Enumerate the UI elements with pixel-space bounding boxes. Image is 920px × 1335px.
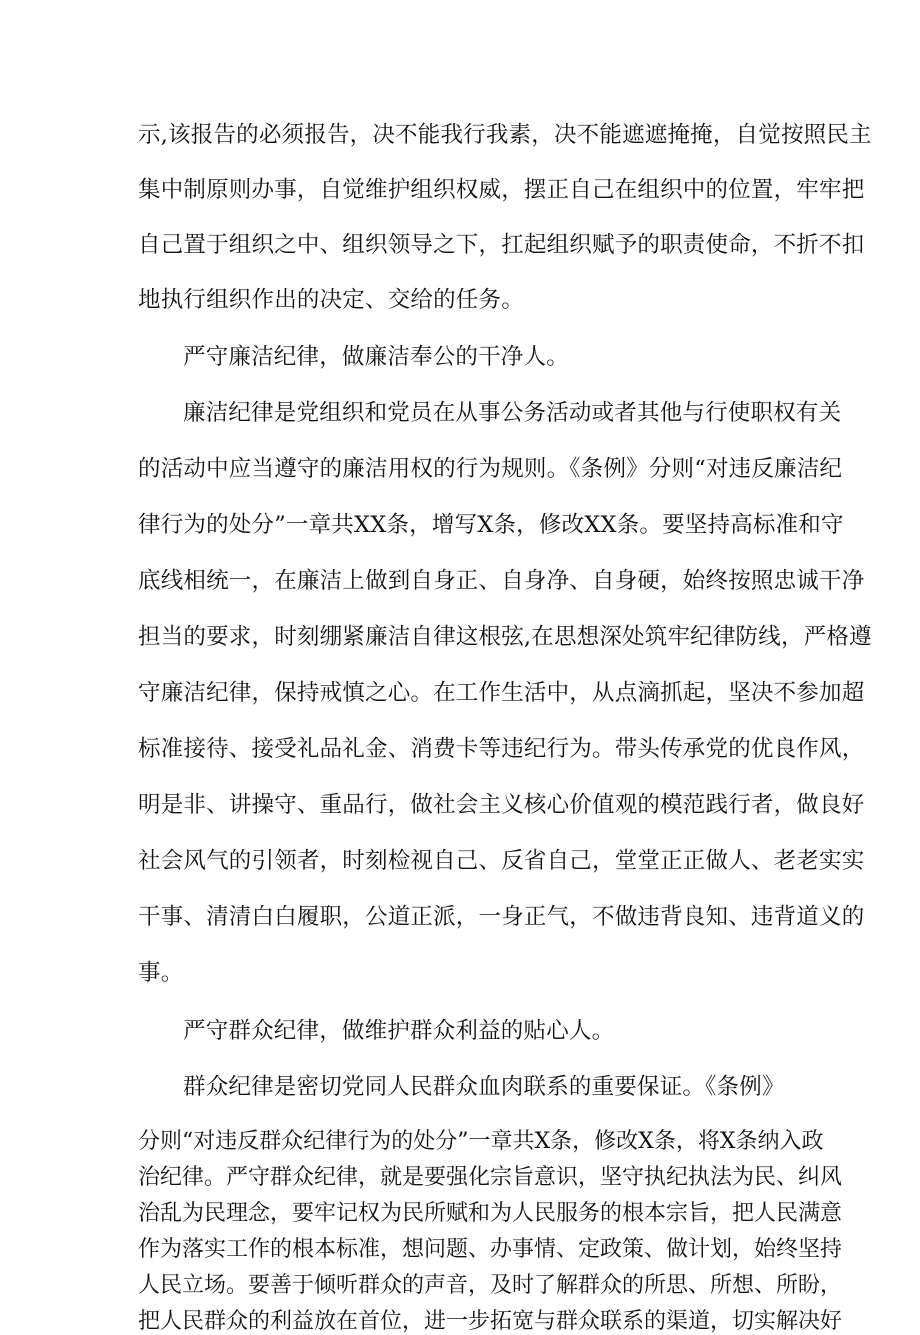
- text-line: 的活动中应当遵守的廉洁用权的行为规则。《条例》分则“对违反廉洁纪: [138, 456, 843, 482]
- text-line: 律行为的处分”一章共XX条，增写X条，修改XX条。要坚持高标准和守: [138, 512, 844, 538]
- text-line: 自己置于组织之中、组织领导之下，扛起组织赋予的职责使命，不折不扣: [138, 232, 865, 258]
- text-line: 集中制原则办事，自觉维护组织权威，摆正自己在组织中的位置，牢牢把: [138, 177, 865, 203]
- text-line: 分则“对违反群众纪律行为的处分”一章共X条，修改X条，将X条纳入政: [138, 1129, 824, 1154]
- text-line: 明是非、讲操守、重品行，做社会主义核心价值观的模范践行者，做良好: [138, 792, 865, 818]
- text-line: 群众纪律是密切党同人民群众血肉联系的重要保证。《条例》: [183, 1074, 785, 1100]
- text-line: 作为落实工作的根本标准，想问题、办事情、定政策、做计划，始终坚持: [138, 1237, 843, 1262]
- text-line: 标准接待、接受礼品礼金、消费卡等违纪行为。带头传承党的优良作风，: [138, 736, 865, 762]
- section-heading: 严守廉洁纪律，做廉洁奉公的干净人。: [183, 344, 569, 370]
- text-line: 干事、清清白白履职，公道正派，一身正气，不做违背良知、违背道义的: [138, 904, 865, 930]
- text-line: 示,该报告的必须报告，决不能我行我素，决不能遮遮掩掩，自觉按照民主: [138, 122, 872, 148]
- text-line: 治乱为民理念，要牢记权为民所赋和为人民服务的根本宗旨，把人民满意: [138, 1201, 843, 1226]
- section-heading: 严守群众纪律，做维护群众利益的贴心人。: [183, 1018, 615, 1044]
- text-line: 担当的要求，时刻绷紧廉洁自律这根弦,在思想深处筑牢纪律防线，严格遵: [138, 624, 872, 650]
- text-line: 人民立场。要善于倾听群众的声音，及时了解群众的所思、所想、所盼，: [138, 1273, 843, 1298]
- text-line: 社会风气的引领者，时刻检视自己、反省自己，堂堂正正做人、老老实实: [138, 848, 865, 874]
- text-line: 底线相统一，在廉洁上做到自身正、自身净、自身硬，始终按照忠诚干净: [138, 568, 865, 594]
- text-line: 把人民群众的利益放在首位，进一步拓宽与群众联系的渠道，切实解决好: [138, 1309, 843, 1334]
- text-line: 地执行组织作出的决定、交给的任务。: [138, 287, 524, 313]
- text-line: 廉洁纪律是党组织和党员在从事公务活动或者其他与行使职权有关: [183, 400, 842, 426]
- text-line: 治纪律。严守群众纪律，就是要强化宗旨意识，坚守执纪执法为民、纠风: [138, 1165, 843, 1190]
- text-line: 守廉洁纪律，保持戒慎之心。在工作生活中，从点滴抓起，坚决不参加超: [138, 680, 865, 706]
- text-line: 事。: [138, 960, 184, 986]
